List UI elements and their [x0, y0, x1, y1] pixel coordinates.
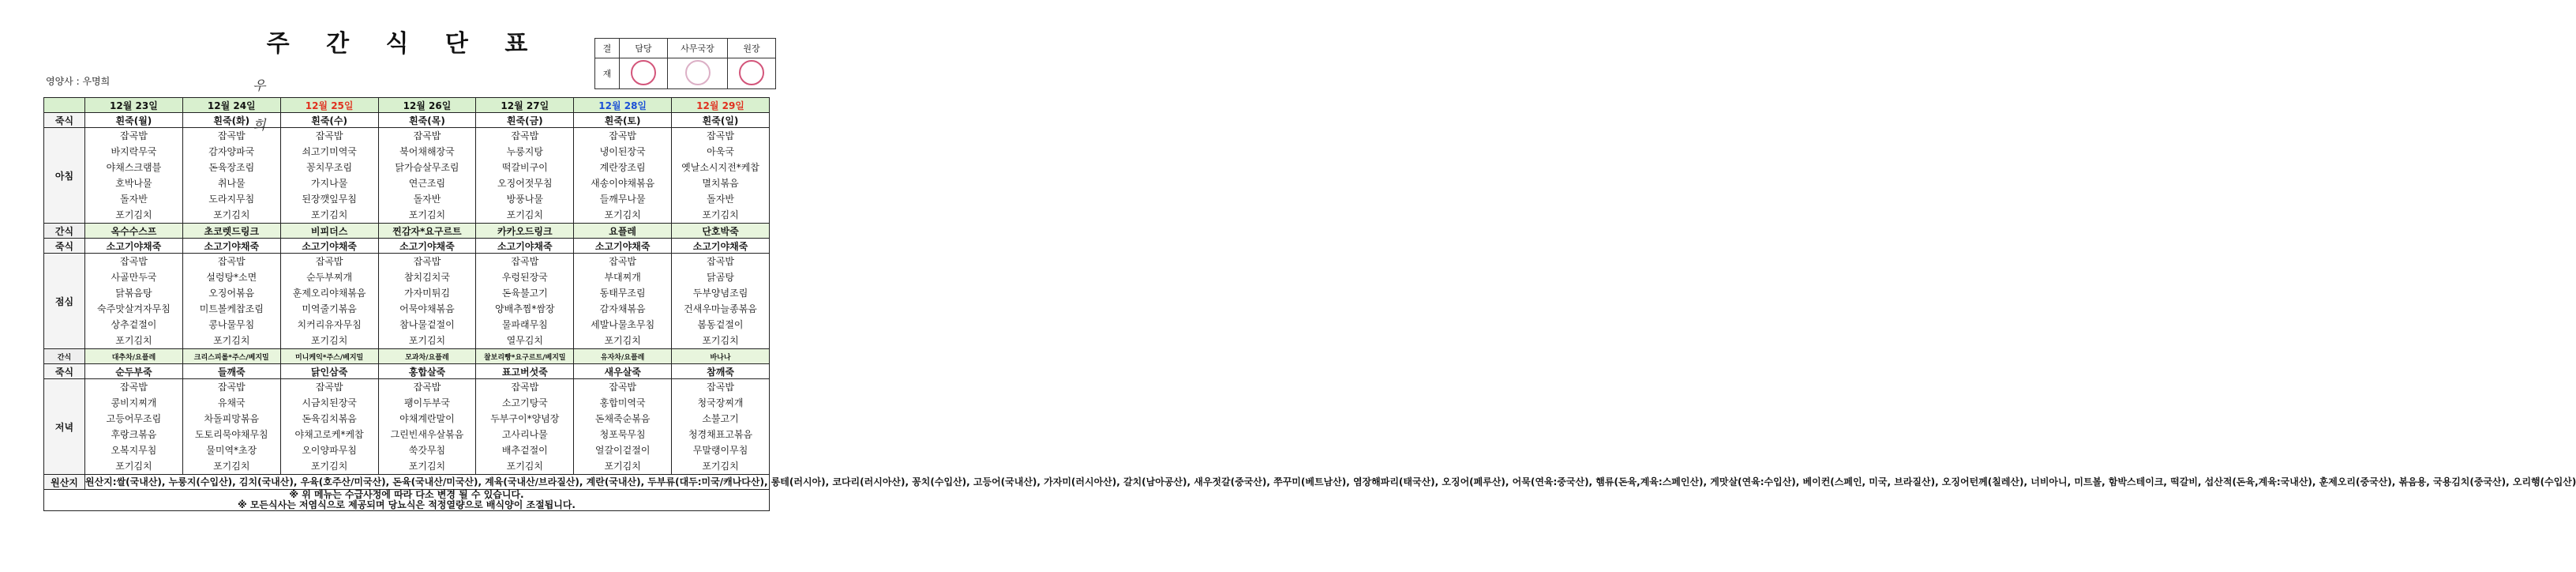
morning-snack-cell: 찐감자*요구르트 — [378, 224, 476, 239]
weekly-menu-table — [43, 97, 2576, 511]
menu-item: 돌자반 — [120, 194, 148, 205]
notes-cell — [44, 490, 770, 511]
menu-item: 어묵야채볶음 — [399, 303, 455, 314]
menu-item: 두부구이*양념장 — [490, 413, 560, 424]
dinner-porridge-cell: 순두부죽 — [85, 364, 183, 379]
breakfast-cell — [574, 128, 672, 224]
menu-item: 오징어볶음 — [208, 288, 255, 299]
menu-item: 설렁탕*소면 — [206, 272, 257, 283]
approval-role-manager: 사무국장 — [668, 39, 728, 58]
menu-item: 도토리묵야채무침 — [194, 429, 268, 440]
menu-item: 돈육장조림 — [208, 162, 255, 173]
menu-item: 잡곡밥 — [707, 256, 734, 267]
morning-snack-label: 간식 — [44, 224, 85, 239]
menu-item: 감자채볶음 — [599, 303, 646, 314]
menu-item: 꽁치무조림 — [306, 162, 353, 173]
dinner-cell — [476, 379, 574, 475]
menu-item: 포기김치 — [506, 461, 543, 472]
page-title: 주 간 식 단 표 — [266, 30, 542, 58]
menu-item: 그린빈새우살볶음 — [390, 429, 464, 440]
menu-item: 감자양파국 — [208, 146, 255, 157]
breakfast-porridge-cell: 흰죽(월) — [85, 113, 183, 128]
menu-item: 잡곡밥 — [217, 256, 246, 267]
lunch-cell — [85, 254, 183, 349]
menu-item: 가자미튀김 — [403, 288, 450, 299]
menu-item: 포기김치 — [506, 209, 543, 220]
menu-item: 방풍나물 — [506, 194, 543, 205]
dinner-porridge-cell: 들깨죽 — [182, 364, 280, 379]
origin-text: 원산지:쌀(국내산), 누룽지(수입산), 김치(국내산), 우육(호주산/미국산), 돈육(국내산/미국산), 계육(국내산/브라질산), 계란(국내산), 두부류(대두:미국/캐나다산), 롱테(러시아), 코다리(러시아산), 꽁치(수입산), 고등어(국내산), 가자미(러시아산), 갈치(남아공산), 새우젓갈(중국산), 쭈꾸미(베트남산), 염장해파리(태국산), 오징어(페루산), 어묵(연육:중국산), 햄류(돈육,계육:스페인산), 게맛살(연육:수입산), 베이컨(스페인, 미국, 브라질산), 오징어턴께(칠레산), 너비아니, 미트볼, 함박스테이크, 떡갈비, 섭산적(돈육,계육:국내산), 훈제오리(중국산), 볶음용, 국용김치(중국산), 오리행(수입산) — [85, 475, 770, 490]
menu-item: 옛날소시지전*케찹 — [681, 162, 759, 173]
menu-item: 잡곡밥 — [707, 130, 734, 141]
menu-item: 시금치된장국 — [302, 397, 357, 408]
dinner-cell — [378, 379, 476, 475]
menu-item: 들깨무나물 — [599, 194, 646, 205]
menu-item: 도라지무침 — [208, 194, 255, 205]
breakfast-cell — [476, 128, 574, 224]
menu-item: 냉이된장국 — [599, 146, 646, 157]
menu-item: 가지나물 — [310, 178, 348, 189]
morning-snack-row — [44, 224, 770, 239]
approval-label-bottom: 재 — [595, 58, 620, 89]
lunch-cell — [672, 254, 770, 349]
dinner-row — [44, 379, 770, 475]
morning-snack-cell: 요플레 — [574, 224, 672, 239]
menu-item: 상추겉절이 — [111, 319, 157, 330]
menu-item: 포기김치 — [702, 335, 739, 346]
afternoon-snack-cell: 바나나 — [672, 349, 770, 364]
menu-item: 청국장찌개 — [697, 397, 744, 408]
menu-item: 봄동겉절이 — [697, 319, 744, 330]
menu-item: 돌자반 — [707, 194, 734, 205]
menu-item: 물미역*초장 — [206, 445, 257, 456]
lunch-label: 점심 — [44, 254, 85, 349]
menu-item: 소고기탕국 — [501, 397, 548, 408]
menu-item: 야채스크램블 — [106, 162, 162, 173]
lunch-cell — [378, 254, 476, 349]
lunch-porridge-cell: 소고기야채죽 — [182, 239, 280, 254]
dinner-porridge-cell: 홍합살죽 — [378, 364, 476, 379]
menu-item: 배추겉절이 — [501, 445, 548, 456]
menu-item: 잡곡밥 — [609, 382, 637, 393]
approval-role-staff: 담당 — [620, 39, 668, 58]
menu-item: 세발나물초무침 — [591, 319, 655, 330]
menu-item: 소불고기 — [702, 413, 739, 424]
menu-item: 동태무조림 — [599, 288, 646, 299]
menu-item: 포기김치 — [310, 209, 348, 220]
lunch-cell — [280, 254, 378, 349]
menu-item: 돈육불고기 — [501, 288, 548, 299]
lunch-porridge-cell: 소고기야채죽 — [85, 239, 183, 254]
origin-row — [44, 475, 770, 490]
notes-row — [44, 490, 770, 511]
nutritionist-signature: 우 희 — [253, 78, 266, 134]
day-header: 12월 29일 — [672, 98, 770, 113]
dinner-cell — [280, 379, 378, 475]
dinner-porridge-cell: 참깨죽 — [672, 364, 770, 379]
menu-item: 잡곡밥 — [120, 256, 148, 267]
menu-item: 닭볶음탕 — [115, 288, 152, 299]
menu-item: 참나물겉절이 — [399, 319, 455, 330]
breakfast-porridge-cell: 흰죽(금) — [476, 113, 574, 128]
menu-item: 건새우마늘종볶음 — [684, 303, 757, 314]
menu-item: 순두부찌개 — [306, 272, 353, 283]
dinner-porridge-cell: 닭인삼죽 — [280, 364, 378, 379]
breakfast-porridge-cell: 흰죽(화) — [182, 113, 280, 128]
menu-item: 쇠고기미역국 — [302, 146, 357, 157]
breakfast-cell — [182, 128, 280, 224]
menu-item: 오복지무침 — [111, 445, 157, 456]
menu-item: 계란장조림 — [599, 162, 646, 173]
menu-item: 북어채해장국 — [399, 146, 455, 157]
lunch-cell — [182, 254, 280, 349]
menu-item: 떡갈비구이 — [501, 162, 548, 173]
breakfast-porridge-label: 죽식 — [44, 113, 85, 128]
day-header: 12월 27일 — [476, 98, 574, 113]
day-header: 12월 24일 — [182, 98, 280, 113]
menu-item: 잡곡밥 — [217, 382, 246, 393]
date-header-row — [44, 98, 770, 113]
menu-item: 콩나물무침 — [208, 319, 255, 330]
staff-seal-icon — [631, 60, 656, 85]
menu-item: 얼갈이겉절이 — [594, 445, 651, 456]
breakfast-cell — [672, 128, 770, 224]
menu-item: 잡곡밥 — [315, 382, 343, 393]
lunch-row — [44, 254, 770, 349]
dinner-porridge-cell: 표고버섯죽 — [476, 364, 574, 379]
dinner-porridge-label: 죽식 — [44, 364, 85, 379]
menu-item: 후랑크볶음 — [111, 429, 157, 440]
menu-item: 호박나물 — [115, 178, 152, 189]
afternoon-snack-cell: 대추차/요플레 — [85, 349, 183, 364]
lunch-porridge-cell: 소고기야채죽 — [378, 239, 476, 254]
lunch-porridge-cell: 소고기야채죽 — [280, 239, 378, 254]
lunch-cell — [476, 254, 574, 349]
menu-item: 청경채표고볶음 — [688, 429, 753, 440]
menu-item: 잡곡밥 — [120, 382, 148, 393]
day-header: 12월 28일 — [574, 98, 672, 113]
menu-item: 잡곡밥 — [315, 130, 343, 141]
menu-item: 돈육김치볶음 — [302, 413, 357, 424]
menu-item: 아욱국 — [707, 146, 734, 157]
menu-item: 숙주맛살겨자무침 — [97, 303, 171, 314]
breakfast-porridge-cell: 흰죽(토) — [574, 113, 672, 128]
menu-item: 취나물 — [217, 178, 246, 189]
menu-item: 훈제오리야채볶음 — [292, 288, 366, 299]
afternoon-snack-row — [44, 349, 770, 364]
menu-item: 치커리유자무침 — [297, 319, 362, 330]
menu-item: 새송이야채볶음 — [591, 178, 655, 189]
menu-item: 부대찌개 — [604, 272, 641, 283]
menu-item: 잡곡밥 — [609, 130, 637, 141]
menu-item: 닭가슴살무조림 — [395, 162, 459, 173]
menu-item: 무말랭이무침 — [692, 445, 748, 456]
menu-item: 야채고로케*케찹 — [294, 429, 364, 440]
menu-item: 야채계란말이 — [399, 413, 455, 424]
menu-item: 바지락무국 — [111, 146, 157, 157]
corner-cell — [44, 98, 85, 113]
dinner-cell — [672, 379, 770, 475]
day-header: 12월 26일 — [378, 98, 476, 113]
morning-snack-cell: 초코렛드링크 — [182, 224, 280, 239]
afternoon-snack-label: 간식 — [44, 349, 85, 364]
lunch-cell — [574, 254, 672, 349]
menu-item: 포기김치 — [408, 335, 446, 346]
menu-item: 열무김치 — [506, 335, 543, 346]
menu-item: 잡곡밥 — [413, 256, 441, 267]
menu-item: 고사리나물 — [501, 429, 548, 440]
menu-item: 포기김치 — [702, 209, 739, 220]
origin-label: 원산지 — [44, 475, 85, 490]
breakfast-cell — [85, 128, 183, 224]
menu-item: 포기김치 — [213, 209, 250, 220]
menu-item: 포기김치 — [702, 461, 739, 472]
afternoon-snack-cell: 미니케익*주스/베지밀 — [280, 349, 378, 364]
lunch-porridge-cell: 소고기야채죽 — [476, 239, 574, 254]
menu-item: 잡곡밥 — [609, 256, 637, 267]
menu-item: 유채국 — [217, 397, 246, 408]
approval-box — [594, 38, 776, 89]
menu-item: 미트볼케찹조림 — [199, 303, 264, 314]
morning-snack-cell: 비피더스 — [280, 224, 378, 239]
menu-item: 잡곡밥 — [413, 130, 441, 141]
dinner-porridge-cell: 새우살죽 — [574, 364, 672, 379]
dinner-porridge-row — [44, 364, 770, 379]
menu-item: 사골만두국 — [111, 272, 157, 283]
menu-item: 오이양파무침 — [302, 445, 357, 456]
dinner-cell — [574, 379, 672, 475]
menu-item: 포기김치 — [310, 461, 348, 472]
nutritionist-label: 영양사 : 우명희 — [46, 76, 111, 87]
dinner-cell — [85, 379, 183, 475]
breakfast-row — [44, 128, 770, 224]
approval-label-top: 결 — [595, 39, 620, 58]
lunch-porridge-label: 죽식 — [44, 239, 85, 254]
breakfast-porridge-cell: 흰죽(일) — [672, 113, 770, 128]
breakfast-cell — [378, 128, 476, 224]
menu-item: 차돌피망볶음 — [204, 413, 260, 424]
lunch-porridge-cell: 소고기야채죽 — [574, 239, 672, 254]
menu-item: 오징어젓무침 — [497, 178, 553, 189]
menu-item: 양배추찜*쌈장 — [495, 303, 555, 314]
menu-item: 포기김치 — [213, 335, 250, 346]
menu-item: 포기김치 — [408, 209, 446, 220]
menu-item: 포기김치 — [115, 461, 152, 472]
breakfast-porridge-cell: 흰죽(수) — [280, 113, 378, 128]
breakfast-porridge-row — [44, 113, 770, 128]
menu-item: 잡곡밥 — [511, 130, 539, 141]
day-header: 12월 25일 — [280, 98, 378, 113]
menu-item: 포기김치 — [213, 461, 250, 472]
lunch-porridge-cell: 소고기야채죽 — [672, 239, 770, 254]
morning-snack-cell: 옥수수스프 — [85, 224, 183, 239]
menu-item: 잡곡밥 — [217, 130, 246, 141]
menu-item: 두부양념조림 — [692, 288, 748, 299]
morning-snack-cell: 카카오드링크 — [476, 224, 574, 239]
menu-item: 홍합미역국 — [599, 397, 646, 408]
menu-item: 닭곰탕 — [707, 272, 734, 283]
dinner-cell — [182, 379, 280, 475]
note-line: ※ 위 메뉴는 수급사정에 따라 다소 변경 될 수 있습니다. — [289, 489, 524, 500]
menu-item: 잡곡밥 — [315, 256, 343, 267]
director-seal-icon — [739, 60, 764, 85]
day-header: 12월 23일 — [85, 98, 183, 113]
note-line: ※ 모든식사는 저염식으로 제공되며 당뇨식은 적정열량으로 배식양이 조절됩니다. — [237, 499, 576, 510]
menu-item: 고등어무조림 — [106, 413, 162, 424]
menu-item: 쑥갓무침 — [408, 445, 446, 456]
afternoon-snack-cell: 유자차/요플레 — [574, 349, 672, 364]
menu-item: 포기김치 — [310, 335, 348, 346]
afternoon-snack-cell: 모과차/요플레 — [378, 349, 476, 364]
menu-item: 잡곡밥 — [511, 256, 539, 267]
menu-item: 청포묵무침 — [599, 429, 646, 440]
menu-item: 돌자반 — [413, 194, 441, 205]
breakfast-porridge-cell: 흰죽(목) — [378, 113, 476, 128]
menu-item: 잡곡밥 — [511, 382, 539, 393]
menu-item: 콩비지찌개 — [111, 397, 157, 408]
menu-item: 포기김치 — [408, 461, 446, 472]
menu-item: 잡곡밥 — [707, 382, 734, 393]
afternoon-snack-cell: 크리스피롤*주스/베지밀 — [182, 349, 280, 364]
menu-item: 참치김치국 — [403, 272, 450, 283]
afternoon-snack-cell: 찰보리빵*요구르트/베지밀 — [476, 349, 574, 364]
morning-snack-cell: 단호박죽 — [672, 224, 770, 239]
menu-item: 잡곡밥 — [120, 130, 148, 141]
menu-item: 누룽지탕 — [506, 146, 543, 157]
lunch-porridge-row — [44, 239, 770, 254]
menu-item: 잡곡밥 — [413, 382, 441, 393]
approval-role-director: 원장 — [728, 39, 776, 58]
menu-item: 포기김치 — [115, 335, 152, 346]
menu-item: 포기김치 — [604, 209, 641, 220]
manager-seal-icon — [685, 60, 711, 85]
menu-item: 미역줄기볶음 — [302, 303, 357, 314]
dinner-label: 저녁 — [44, 379, 85, 475]
menu-item: 포기김치 — [115, 209, 152, 220]
menu-item: 연근조림 — [408, 178, 446, 189]
menu-item: 돈채죽순볶음 — [594, 413, 651, 424]
menu-item: 된장깻잎무침 — [302, 194, 357, 205]
breakfast-cell — [280, 128, 378, 224]
menu-item: 팽이두부국 — [403, 397, 450, 408]
menu-item: 우렁된장국 — [501, 272, 548, 283]
menu-item: 멸치볶음 — [702, 178, 739, 189]
menu-item: 포기김치 — [604, 461, 641, 472]
menu-item: 물파래무침 — [501, 319, 548, 330]
breakfast-label: 아침 — [44, 128, 85, 224]
menu-item: 포기김치 — [604, 335, 641, 346]
